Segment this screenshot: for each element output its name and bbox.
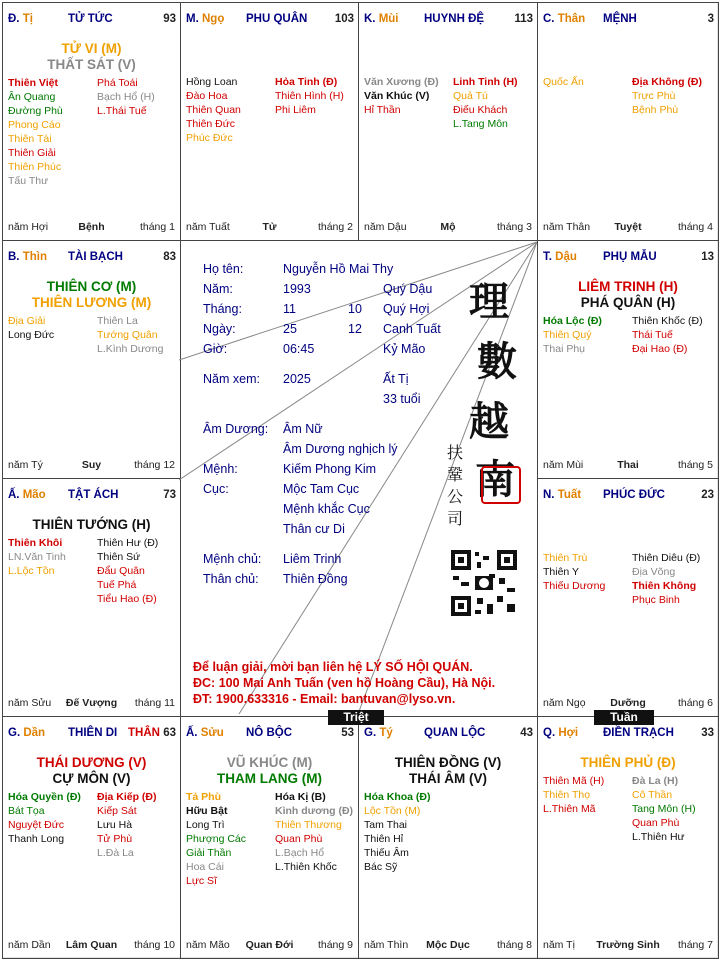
palace-stage: Dưỡng (610, 697, 646, 709)
palace-number: 73 (163, 489, 176, 501)
menh: Kiếm Phong Kim (283, 462, 377, 476)
palace-footer (8, 939, 175, 953)
minor-stars-right (632, 774, 696, 844)
minor-star: Thiên Thương (275, 819, 342, 831)
minor-star: Ân Quang (8, 91, 56, 103)
minor-star: Đào Hoa (186, 90, 228, 102)
minor-star: Phi Liêm (275, 104, 316, 116)
minor-star: Bác Sỹ (364, 861, 398, 873)
palace-branch: M. Ngọ (186, 13, 225, 25)
palace-footer (543, 939, 713, 953)
minor-star: Long Trì (186, 819, 225, 831)
minor-stars-left (543, 774, 604, 816)
minor-star: Hỏa Tinh (Đ) (275, 76, 338, 88)
minor-star: Lưu Hà (97, 819, 133, 831)
palace-dau (537, 240, 719, 479)
cuc-label: Cục: (203, 482, 229, 496)
minor-star: L.Tang Môn (453, 118, 508, 130)
palace-header (543, 489, 714, 503)
palace-year: năm Thân (543, 221, 591, 233)
minor-stars-left (8, 790, 81, 846)
center-info-panel (179, 240, 537, 716)
minor-stars-left (543, 75, 584, 89)
minor-star: Thiên La (97, 315, 138, 327)
palace-header (8, 13, 176, 27)
minor-star: Phục Binh (632, 594, 680, 606)
palace-header (186, 727, 354, 741)
palace-number: 53 (341, 727, 354, 739)
minor-star: Tướng Quân (97, 329, 158, 341)
main-star: THAM LANG (M) (217, 771, 322, 786)
palace-stage: Trường Sinh (596, 939, 660, 951)
minor-star: L.Bạch Hổ (275, 847, 325, 859)
minor-star: Hóa Lộc (Đ) (543, 315, 602, 327)
amduong: Âm Nữ (283, 422, 323, 436)
minor-star: Thiên Thọ (543, 789, 591, 801)
minor-star: Phúc Đức (186, 132, 233, 144)
lunar-day: 12 (348, 322, 362, 336)
hour-can: Kỷ Mão (383, 342, 426, 356)
birth-hour: 06:45 (283, 342, 315, 356)
palace-branch: K. Mùi (364, 13, 399, 25)
palace-year: năm Ngọ (543, 697, 586, 709)
palace-stage: Tử (262, 221, 277, 233)
main-star: TỬ VI (M) (61, 41, 122, 56)
minor-star: LN.Văn Tinh (8, 551, 66, 563)
minor-star: Địa Giải (8, 315, 46, 327)
main-stars (3, 517, 180, 533)
minor-star: Lộc Tồn (M) (364, 805, 421, 817)
main-stars (3, 41, 180, 73)
palace-month: tháng 1 (139, 221, 175, 233)
day-label: Ngày: (203, 322, 236, 336)
minor-star: Hoa Cái (186, 861, 224, 873)
minor-star: Văn Xương (Đ) (364, 76, 439, 88)
minor-stars-left (364, 790, 431, 874)
palace-year: năm Dần (8, 939, 51, 951)
minor-stars-right (632, 314, 703, 356)
minor-star: Thiên Phúc (8, 161, 62, 173)
minor-star: Thiên Hình (H) (275, 90, 344, 102)
calligraphy-char: 南 (475, 456, 515, 503)
minor-star: Trực Phù (632, 90, 676, 102)
palace-name: HUYNH ĐỆ (424, 13, 485, 25)
main-star: CỰ MÔN (V) (52, 771, 131, 786)
contact-address: ĐC: 100 Mai Anh Tuấn (ven hồ Hoàng Cầu), Hà Nội. (193, 676, 496, 690)
minor-stars-right (97, 790, 157, 860)
main-star: THIÊN TƯỚNG (H) (32, 517, 151, 532)
palace-year: năm Tuất (186, 221, 230, 233)
minor-star: Văn Khúc (V) (364, 90, 430, 102)
minor-star: Bạch Hổ (H) (97, 91, 155, 103)
minor-star: Hóa Quyền (Đ) (8, 791, 81, 803)
palace-hoi (537, 716, 719, 959)
month-label: Tháng: (203, 302, 242, 316)
main-star: THẤT SÁT (V) (47, 57, 136, 72)
cuc-note: Mệnh khắc Cục (283, 502, 370, 516)
minor-star: Thái Tuế (632, 329, 673, 341)
minor-stars-left (8, 314, 54, 342)
palace-month: tháng 2 (317, 221, 353, 233)
palace-branch: Đ. Tị (8, 13, 33, 25)
main-star: THIÊN LƯƠNG (M) (31, 295, 152, 310)
view-can: Ất Tị (383, 372, 409, 386)
palace-stage: Thai (617, 459, 639, 471)
than-marker: THÂN (128, 727, 160, 739)
palace-header (543, 251, 714, 265)
palace-number: 33 (701, 727, 714, 739)
palace-stage: Mộc Dục (426, 939, 470, 951)
calligraphy-small: 司 (447, 509, 464, 528)
minor-stars-right (97, 76, 155, 118)
palace-header (8, 251, 176, 265)
palace-header (186, 13, 354, 27)
calligraphy-char: 數 (477, 338, 517, 385)
palace-year: năm Tị (543, 939, 575, 951)
minor-star: Hữu Bật (186, 805, 228, 817)
minor-star: Điếu Khách (453, 104, 508, 116)
palace-name: TẬT ÁCH (68, 489, 119, 501)
minor-star: Kiếp Sát (97, 805, 137, 817)
palace-number: 93 (163, 13, 176, 25)
palace-stage: Đế Vượng (65, 697, 118, 709)
view-year-label: Năm xem: (203, 372, 260, 386)
minor-star: Thiên Diêu (Đ) (632, 552, 701, 564)
minor-star: Thiên Hỉ (364, 833, 404, 845)
minor-star: Bệnh Phù (632, 104, 679, 116)
menh-label: Mệnh: (203, 462, 238, 476)
palace-branch: G. Tý (364, 727, 393, 739)
month-can: Quý Hợi (383, 302, 430, 316)
palace-year: năm Mùi (543, 459, 584, 471)
minor-star: L.Thái Tuế (97, 105, 147, 117)
minor-star: Thiên Khốc (Đ) (632, 315, 703, 327)
minor-star: Thanh Long (8, 833, 65, 845)
main-star: PHÁ QUÂN (H) (580, 295, 676, 310)
minor-stars-right (97, 314, 163, 356)
minor-star: Hóa Khoa (Đ) (364, 791, 431, 803)
minor-star: Phong Cáo (8, 119, 61, 131)
palace-number: 113 (514, 13, 533, 25)
minor-star: Lực Sĩ (186, 875, 217, 887)
minor-star: L.Thiên Hư (632, 831, 685, 843)
minor-star: Đường Phù (8, 105, 63, 117)
palace-tuat (537, 478, 719, 717)
palace-footer (543, 459, 713, 473)
minor-stars-left (8, 76, 63, 188)
minor-star: L.Đà La (97, 847, 134, 859)
qr-code[interactable] (449, 548, 519, 618)
palace-name: PHỤ MẪU (603, 251, 657, 263)
minor-star: Tử Phù (97, 833, 133, 845)
minor-star: Bát Tọa (8, 805, 45, 817)
palace-branch: G. Dần (8, 727, 46, 739)
palace-footer (543, 221, 713, 235)
minor-star: Hỉ Thần (364, 104, 401, 116)
palace-name: QUAN LỘC (424, 727, 486, 739)
minor-star: Thiên Quý (543, 329, 592, 341)
palace-number: 23 (701, 489, 714, 501)
calligraphy-small: 鞏 (447, 465, 464, 484)
minor-star: Thiên Y (543, 566, 579, 578)
age: 33 tuổi (383, 392, 421, 406)
palace-suu (180, 716, 359, 959)
palace-stage: Tuyệt (614, 221, 642, 233)
palace-stage: Bệnh (78, 221, 105, 233)
minor-stars-right (453, 75, 518, 131)
palace-branch: B. Thìn (8, 251, 47, 263)
palace-header (543, 13, 714, 27)
minor-star: L.Thiên Khốc (275, 861, 337, 873)
palace-footer (8, 697, 175, 711)
palace-number: 3 (707, 13, 714, 25)
year-can: Quý Dậu (383, 282, 433, 296)
minor-star: Thiên Giải (8, 147, 56, 159)
minor-stars-left (186, 790, 246, 888)
calligraphy-char: 理 (469, 278, 509, 325)
palace-branch: Ấ. Sửu (186, 727, 224, 739)
minor-star: Thiên Quan (186, 104, 241, 116)
calligraphy-small: 扶 (447, 443, 464, 462)
minor-stars-right (275, 75, 344, 117)
minor-star: Thiên Sứ (97, 551, 141, 563)
day-can: Canh Tuất (383, 322, 441, 336)
palace-header (364, 727, 533, 741)
main-stars (3, 279, 180, 311)
palace-stage: Quan Đới (245, 939, 294, 951)
minor-stars-right (275, 790, 353, 874)
minor-star: Quả Tú (453, 90, 488, 102)
palace-ti (2, 2, 181, 241)
than-position: Thân cư Di (283, 522, 345, 536)
amduong-label: Âm Dương: (203, 422, 269, 436)
palace-than (537, 2, 719, 241)
minor-star: Quan Phù (275, 833, 323, 845)
tuan-marker: Tuần (594, 710, 654, 725)
palace-branch: C. Thân (543, 13, 586, 25)
minor-star: Quan Phù (632, 817, 680, 829)
main-star: THIÊN PHỦ (Đ) (580, 755, 676, 770)
person-name: Nguyễn Hồ Mai Thy (283, 262, 394, 276)
minor-star: Tam Thai (364, 819, 407, 831)
amduong-note: Âm Dương nghịch lý (283, 442, 398, 456)
main-star: VŨ KHÚC (M) (226, 755, 313, 770)
minor-star: Đà La (H) (632, 775, 679, 787)
birth-month: 11 (283, 302, 296, 316)
minor-star: Thiên Việt (8, 77, 58, 89)
palace-month: tháng 4 (677, 221, 713, 233)
minor-star: Kình dương (Đ) (275, 805, 354, 817)
minor-star: Thai Phụ (543, 343, 586, 355)
minor-star: Hồng Loan (186, 76, 238, 88)
main-stars (359, 755, 537, 787)
palace-footer (186, 221, 353, 235)
palace-year: năm Hợi (8, 221, 49, 233)
minor-star: Đại Hao (Đ) (632, 343, 688, 355)
main-stars (538, 755, 718, 771)
palace-name: TỬ TỨC (68, 13, 113, 25)
birth-year: 1993 (283, 282, 311, 296)
minor-star: Tiểu Hao (Đ) (97, 593, 157, 605)
main-stars (3, 755, 180, 787)
palace-name: THIÊN DI (68, 727, 118, 739)
palace-month: tháng 12 (134, 459, 175, 471)
main-star: THÁI ÂM (V) (409, 771, 487, 786)
main-stars (538, 279, 718, 311)
thanchu: Thiên Đồng (283, 572, 348, 586)
minor-stars-left (364, 75, 439, 117)
palace-name: MỆNH (603, 13, 637, 25)
minor-stars-right (632, 75, 702, 117)
cuc: Mộc Tam Cục (283, 482, 360, 496)
palace-month: tháng 11 (134, 697, 175, 709)
main-star: THIÊN ĐỒNG (V) (394, 755, 502, 770)
minor-star: L.Thiên Mã (543, 803, 596, 815)
palace-branch: N. Tuất (543, 489, 582, 501)
calligraphy-small: 公 (447, 487, 464, 506)
palace-month: tháng 9 (317, 939, 353, 951)
palace-stage: Suy (81, 459, 102, 471)
palace-header (8, 489, 176, 503)
minor-star: Long Đức (8, 329, 55, 341)
palace-number: 103 (334, 13, 354, 25)
minor-star: Tả Phù (186, 791, 222, 803)
palace-mui (358, 2, 538, 241)
palace-name: ĐIỀN TRẠCH (603, 727, 674, 739)
palace-footer (543, 697, 713, 711)
palace-name: NÔ BỘC (246, 727, 292, 739)
minor-star: Phượng Các (186, 833, 247, 845)
minor-star: Địa Võng (632, 566, 676, 578)
minor-stars-right (632, 551, 700, 607)
minor-star: Tang Môn (H) (632, 803, 696, 815)
minor-star: Thiên Tài (8, 133, 52, 145)
minor-star: L.Lộc Tồn (8, 565, 55, 577)
main-star: THÁI DƯƠNG (V) (36, 755, 147, 770)
minor-star: Quốc Ấn (543, 76, 584, 88)
palace-footer (8, 459, 175, 473)
menhchu: Liêm Trinh (283, 552, 342, 566)
palace-header (8, 727, 176, 741)
palace-header (364, 13, 533, 27)
minor-star: Thiên Khôi (8, 537, 63, 549)
palace-mao (2, 478, 181, 717)
minor-stars-left (8, 536, 66, 578)
minor-star: Cô Thần (632, 789, 673, 801)
palace-year: năm Tý (8, 459, 43, 471)
minor-star: Tấu Thư (8, 175, 49, 187)
palace-year: năm Mão (186, 939, 230, 951)
palace-month: tháng 10 (134, 939, 175, 951)
palace-footer (186, 939, 353, 953)
main-stars (181, 755, 358, 787)
palace-footer (364, 221, 532, 235)
palace-month: tháng 7 (677, 939, 713, 951)
minor-star: Nguyệt Đức (8, 819, 65, 831)
palace-branch: Q. Hợi (543, 727, 579, 739)
palace-dan (2, 716, 181, 959)
triet-marker: Triệt (328, 710, 384, 725)
palace-footer (364, 939, 532, 953)
minor-star: Thiên Hư (Đ) (97, 537, 159, 549)
name-label: Họ tên: (203, 262, 244, 276)
minor-star: Tuế Phá (97, 579, 137, 591)
seal-stamp (481, 466, 521, 504)
minor-star: Thiên Đức (186, 118, 236, 130)
hour-label: Giờ: (203, 342, 228, 356)
minor-star: Giải Thần (186, 847, 232, 859)
palace-branch: T. Dậu (543, 251, 577, 263)
minor-stars-left (543, 314, 602, 356)
palace-number: 83 (163, 251, 176, 263)
minor-star: Thiếu Âm (364, 847, 409, 859)
view-year: 2025 (283, 372, 311, 386)
main-star: THIÊN CƠ (M) (46, 279, 137, 294)
palace-month: tháng 8 (496, 939, 532, 951)
palace-month: tháng 5 (677, 459, 713, 471)
palace-ty (358, 716, 538, 959)
minor-star: Địa Không (Đ) (632, 76, 702, 88)
palace-ngo (180, 2, 359, 241)
minor-star: L.Kình Dương (97, 343, 164, 355)
birth-day: 25 (283, 322, 297, 336)
thanchu-label: Thân chủ: (203, 572, 259, 586)
palace-branch: Ấ. Mão (8, 489, 46, 501)
palace-number: 63 (163, 727, 176, 739)
palace-number: 13 (701, 251, 714, 263)
contact-line-1: Để luận giải, mời bạn liên hệ LÝ SỐ HỘI QUÁN. (193, 660, 473, 674)
palace-header (543, 727, 714, 741)
palace-stage: Lâm Quan (65, 939, 118, 951)
palace-footer (8, 221, 175, 235)
palace-year: năm Dậu (364, 221, 407, 233)
palace-month: tháng 3 (496, 221, 532, 233)
minor-star: Thiên Mã (H) (543, 775, 605, 787)
minor-star: Đẩu Quân (97, 565, 145, 577)
minor-star: Địa Kiếp (Đ) (97, 791, 157, 803)
palace-number: 43 (520, 727, 533, 739)
palace-year: năm Sửu (8, 697, 52, 709)
minor-star: Linh Tinh (H) (453, 76, 518, 88)
calligraphy-char: 越 (469, 398, 509, 445)
minor-star: Hóa Kị (B) (275, 791, 326, 803)
minor-star: Thiếu Dương (543, 580, 606, 592)
palace-month: tháng 6 (677, 697, 713, 709)
minor-stars-left (543, 551, 605, 593)
minor-stars-right (97, 536, 158, 606)
minor-star: Thiên Không (632, 580, 697, 592)
minor-stars-left (186, 75, 241, 145)
palace-name: TÀI BẠCH (68, 251, 123, 263)
palace-year: năm Thìn (364, 939, 409, 951)
year-label: Năm: (203, 282, 233, 296)
palace-stage: Mộ (440, 221, 456, 233)
minor-star: Thiên Trù (543, 552, 588, 564)
menhchu-label: Mệnh chủ: (203, 552, 262, 566)
lunar-month: 10 (348, 302, 362, 316)
palace-name: PHÚC ĐỨC (603, 489, 665, 501)
contact-phone-email[interactable]: ĐT: 1900.633316 - Email: bantuvan@lyso.vn. (193, 692, 456, 706)
palace-name: PHU QUÂN (246, 13, 308, 25)
minor-star: Phá Toái (97, 77, 138, 89)
main-star: LIÊM TRINH (H) (578, 279, 678, 294)
palace-thin (2, 240, 181, 479)
